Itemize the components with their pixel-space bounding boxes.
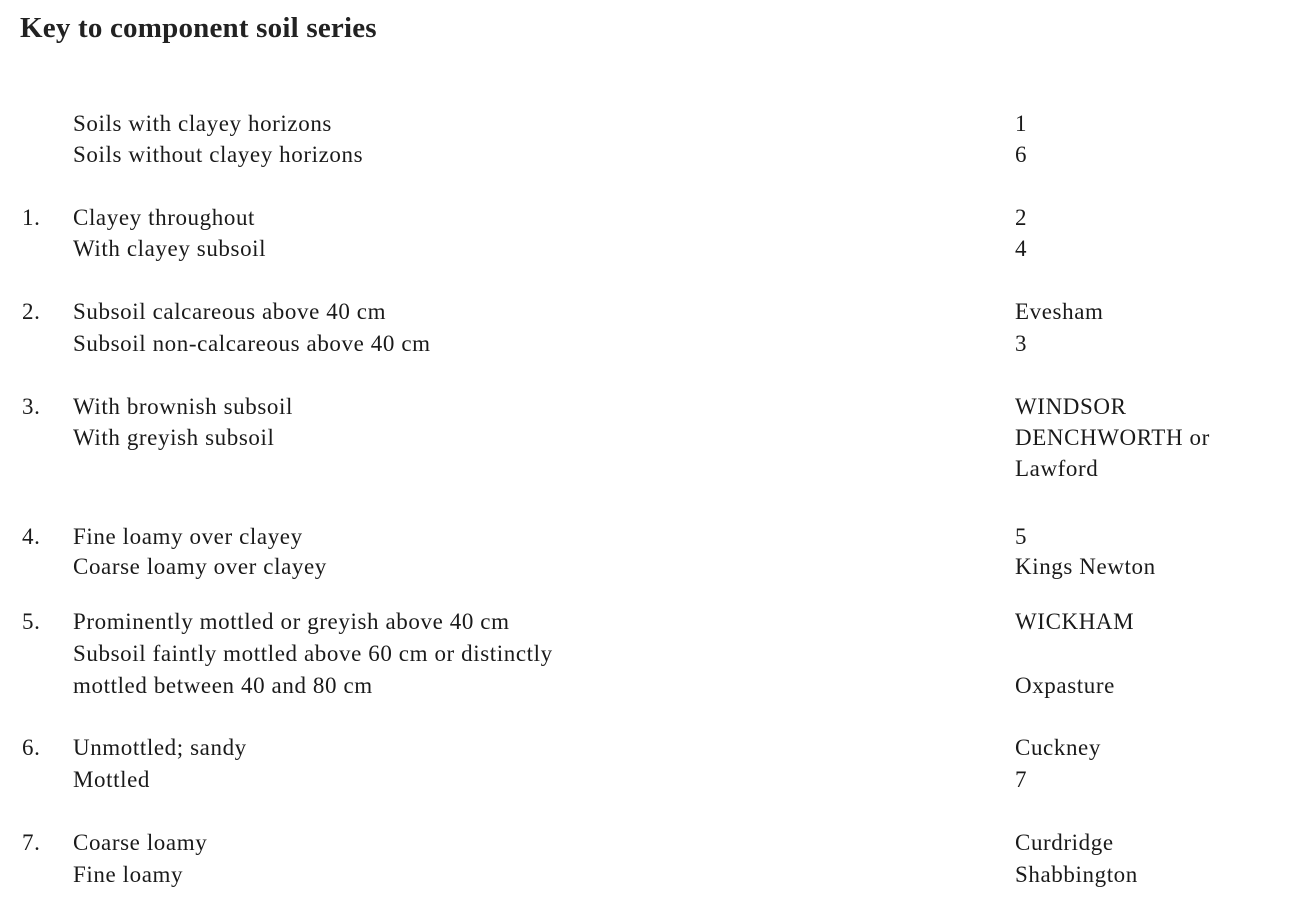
key-description: With brownish subsoil [73,394,293,419]
key-description: Mottled [73,767,151,792]
key-result: Cuckney [1015,735,1101,760]
key-number: 4. [22,524,41,549]
key-line [0,732,1303,764]
key-number: 2. [22,299,41,324]
key-description: Subsoil faintly mottled above 60 cm or distinctly [73,641,553,666]
key-line [0,233,1303,265]
key-result: 7 [1015,767,1028,792]
key-line [0,391,1303,423]
key-line [0,606,1303,638]
key-line [0,551,1303,583]
key-result: 5 [1015,524,1028,549]
key-description: Subsoil calcareous above 40 cm [73,299,387,324]
key-result: WICKHAM [1015,609,1135,634]
key-description: Fine loamy [73,862,184,887]
key-number: 5. [22,609,41,634]
key-result: Evesham [1015,299,1104,324]
key-description: Fine loamy over clayey [73,524,303,549]
key-line [0,521,1303,553]
key-line [0,108,1303,140]
key-result: 6 [1015,142,1028,167]
key-line [0,638,1303,670]
key-description: Prominently mottled or greyish above 40 cm [73,609,510,634]
key-number: 3. [22,394,41,419]
key-line [0,670,1303,702]
key-result: 3 [1015,331,1028,356]
key-result: DENCHWORTH or [1015,425,1210,450]
key-line [0,859,1303,891]
key-result: Shabbington [1015,862,1138,887]
page-title: Key to component soil series [20,12,377,44]
key-number: 6. [22,735,41,760]
key-description: Subsoil non-calcareous above 40 cm [73,331,431,356]
key-description: Clayey throughout [73,205,256,230]
key-number: 7. [22,830,41,855]
key-result: Kings Newton [1015,554,1156,579]
key-result: WINDSOR [1015,394,1127,419]
key-line [0,296,1303,328]
key-result: 4 [1015,236,1028,261]
key-result: 2 [1015,205,1028,230]
key-line [0,453,1303,485]
key-result: 1 [1015,111,1028,136]
key-description: Unmottled; sandy [73,735,247,760]
key-number: 1. [22,205,41,230]
key-result: Lawford [1015,456,1099,481]
key-line [0,422,1303,454]
key-result: Curdridge [1015,830,1114,855]
key-description: Coarse loamy [73,830,208,855]
key-description: Coarse loamy over clayey [73,554,327,579]
key-description: With greyish subsoil [73,425,275,450]
key-result: Oxpasture [1015,673,1115,698]
key-line [0,328,1303,360]
key-line [0,202,1303,234]
key-line [0,139,1303,171]
key-line [0,764,1303,796]
key-line [0,827,1303,859]
key-description: Soils without clayey horizons [73,142,364,167]
key-description: mottled between 40 and 80 cm [73,673,373,698]
key-description: Soils with clayey horizons [73,111,332,136]
key-description: With clayey subsoil [73,236,267,261]
